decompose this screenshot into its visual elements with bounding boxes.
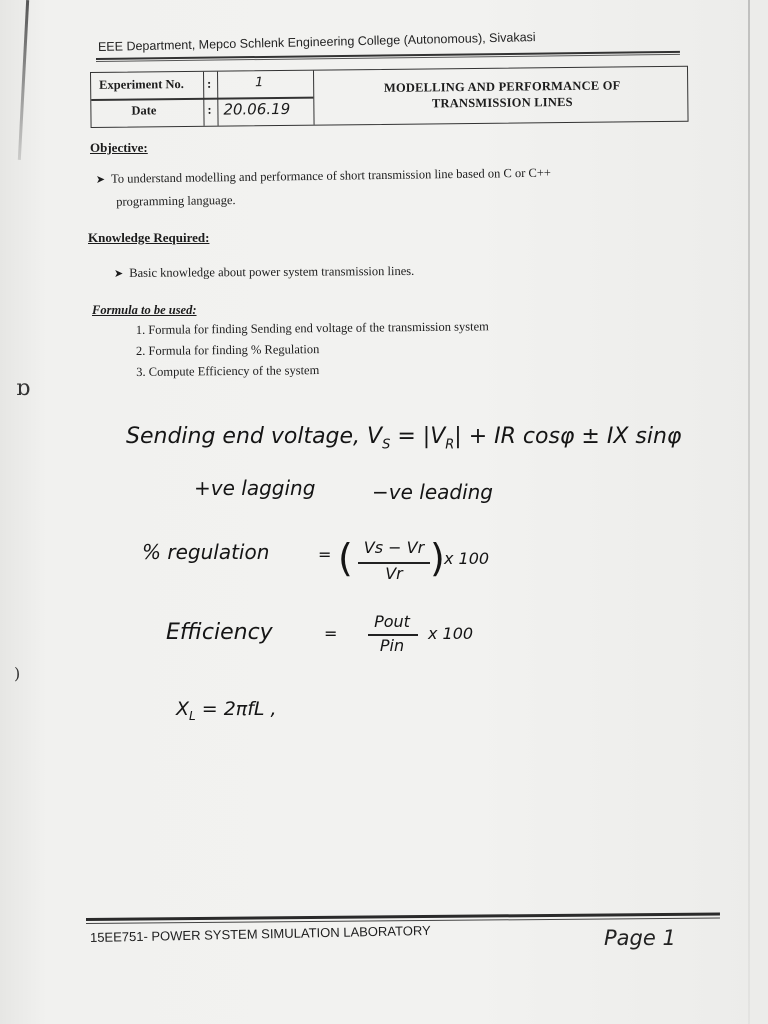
objective-line: programming language.	[116, 193, 236, 209]
efficiency-denominator: Pin	[379, 636, 405, 655]
close-paren: )	[430, 536, 445, 580]
page-edge-shadow	[18, 0, 29, 160]
formula-list	[136, 316, 490, 383]
knowledge-item	[114, 260, 414, 285]
formula-text: X	[176, 698, 190, 720]
formula-text: Sending end voltage, V	[126, 424, 383, 449]
margin-mark: )	[14, 664, 21, 683]
leading-note: −ve leading	[372, 480, 493, 504]
institution-header: EEE Department, Mepco Schlenk Engineering College (Autonomous), Sivakasi	[97, 30, 536, 54]
subscript: R	[445, 437, 455, 453]
equals-sign: =	[318, 545, 332, 564]
sending-end-voltage-formula	[126, 424, 681, 452]
experiment-number-value: 1	[255, 75, 264, 91]
formula-text: = 2πfL ,	[195, 698, 277, 720]
knowledge-text: Basic knowledge about power system transmission lines.	[129, 263, 415, 280]
efficiency-numerator: Pout	[374, 612, 410, 631]
objective-line: To understand modelling and performance of short transmission line based on C or C++	[110, 165, 551, 186]
formula-item: 1. Formula for finding Sending end voltage of the transmission system	[135, 319, 489, 338]
times-100: x 100	[428, 624, 474, 643]
reactance-formula	[176, 698, 277, 723]
date-value: 20.06.19	[223, 99, 291, 119]
lagging-note: +ve lagging	[194, 476, 316, 500]
formula-text: = |V	[390, 424, 446, 449]
knowledge-heading: Knowledge Required:	[88, 230, 210, 245]
subscript: S	[382, 437, 391, 453]
equals-sign: =	[324, 624, 338, 643]
title-line: MODELLING AND PERFORMANCE OF	[383, 78, 621, 95]
efficiency-label: Efficiency	[166, 620, 273, 645]
objective-text	[96, 162, 552, 213]
times-100: x 100	[444, 549, 490, 568]
regulation-numerator: Vs − Vr	[363, 538, 425, 557]
experiment-title	[327, 77, 677, 113]
experiment-table	[90, 66, 689, 128]
regulation-denominator: Vr	[385, 564, 403, 583]
open-paren: (	[338, 536, 353, 580]
title-line: TRANSMISSION LINES	[431, 94, 573, 111]
subscript: L	[189, 708, 196, 723]
bullet-arrow-icon: ➤	[113, 266, 124, 280]
experiment-number-label: Experiment No.	[99, 77, 184, 92]
page-edge-shadow-right	[748, 0, 750, 1024]
colon: :	[207, 76, 212, 91]
formula-heading: Formula to be used:	[92, 303, 197, 317]
objective-heading: Objective:	[90, 140, 148, 155]
formula-item: 3. Compute Efficiency of the system	[136, 363, 320, 379]
colon: :	[207, 102, 212, 117]
page-number: Page 1	[604, 926, 676, 950]
formula-text: | + IR cosφ ± IX sinφ	[454, 424, 682, 449]
formula-item: 2. Formula for finding % Regulation	[135, 342, 320, 358]
bullet-arrow-icon: ➤	[95, 172, 106, 187]
date-label: Date	[131, 103, 157, 118]
margin-mark: ɒ	[16, 376, 31, 401]
regulation-label: % regulation	[142, 540, 270, 564]
lab-name-footer: 15EE751- POWER SYSTEM SIMULATION LABORATORY	[89, 922, 431, 945]
